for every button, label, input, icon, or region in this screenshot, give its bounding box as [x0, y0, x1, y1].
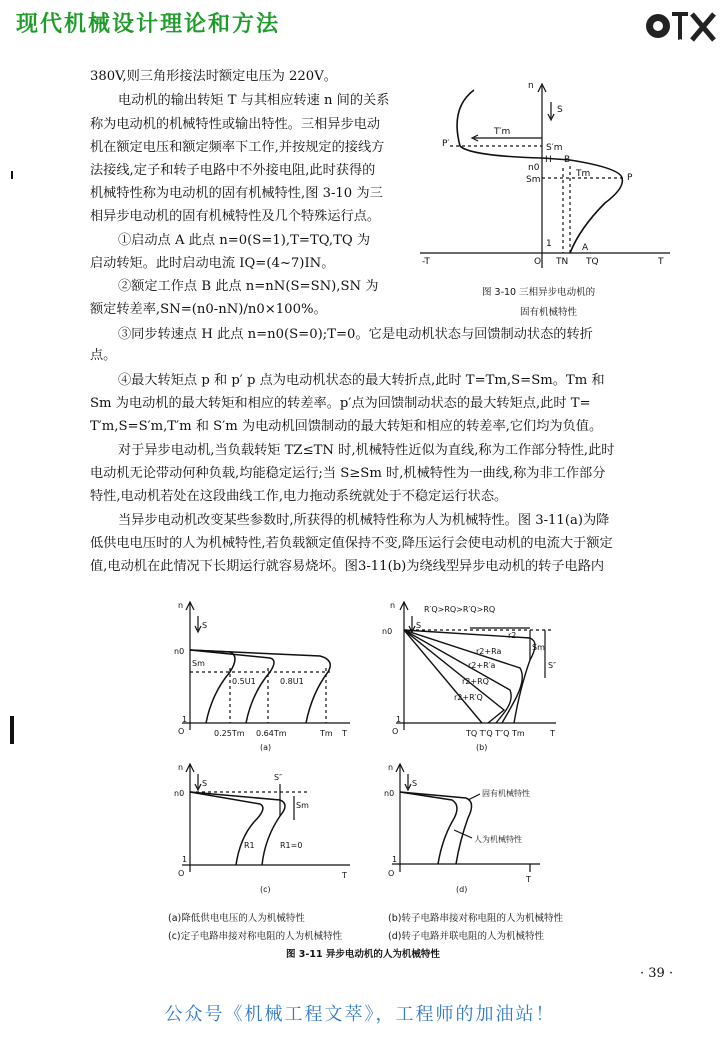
subfigure-label: (d) [456, 885, 468, 894]
curve-label: r2+Ra [476, 647, 502, 656]
axis-label: 1 [396, 715, 402, 724]
axis-label: n0 [174, 789, 185, 798]
axis-label: 1 [182, 855, 188, 864]
axis-label: Sm [192, 659, 205, 668]
axis-label: O [534, 257, 542, 267]
subfigure-label: (c) [260, 885, 271, 894]
text-line: 启动转矩。此时启动电流 IQ=(4~7)IN。 [90, 256, 335, 271]
axis-label: n [178, 601, 184, 610]
book-title: 现代机械设计理论和方法 [16, 12, 281, 37]
tick-label: Tm [320, 729, 333, 738]
text-line: T′m,S=S′m,T′m 和 S′m 为电动机回馈制动的最大转矩和相应的转差率,它们均为负值。 [90, 419, 603, 434]
curve-label: S′m [546, 143, 563, 153]
figure-legend: (c)定子电路串接对称电阻的人为机械特性 [168, 931, 343, 942]
axis-label: TN [556, 257, 569, 267]
axis-label: O [388, 869, 395, 878]
figure-3-10 [420, 78, 690, 318]
figure-3-11-a [170, 598, 370, 758]
curve-label: 固有机械特性 [482, 789, 530, 798]
text-line: 值,电动机在此情况下长期运行就容易烧坏。图3-11(b)为绕线型异步电动机的转子电路内 [90, 559, 605, 574]
text-line: 点。 [90, 348, 117, 363]
axis-label: Sm [296, 801, 309, 810]
curve-label: R1 [244, 841, 255, 850]
axis-label: S″ [274, 773, 283, 782]
point-label: H [545, 155, 552, 165]
curve-label: 人为机械特性 [474, 835, 522, 844]
curve-label: n0 [528, 163, 540, 173]
text-line: ②额定工作点 B 此点 n=nN(S=SN),SN 为 [118, 279, 379, 294]
curve-label: R1=0 [280, 841, 303, 850]
logo-lettering: OTX [674, 39, 686, 44]
axis-label: S [202, 779, 208, 788]
axis-label: 1 [182, 715, 188, 724]
text-line: 当异步电动机改变某些参数时,所获得的机械特性称为人为机械特性。图 3-11(a)为降 [118, 513, 610, 528]
figure-legend: (a)降低供电电压的人为机械特性 [168, 913, 305, 924]
curve-label: r2+RQ [462, 677, 489, 686]
curve-label: Tm [576, 169, 591, 179]
text-line: 相异步电动机的固有机械特性及几个特殊运行点。 [90, 209, 381, 224]
figure-legend: (d)转子电路并联电阻的人为机械特性 [388, 931, 544, 942]
text-line: 电动机无论带动何种负载,均能稳定运行;当 S≥Sm 时,机械特性为一曲线,称为非工作部分 [90, 466, 606, 481]
figure-3-11-c [170, 760, 370, 900]
axis-label: T [342, 729, 347, 738]
curve-label: T′m [494, 127, 511, 137]
axis-label: O [392, 727, 399, 736]
axis-label: T [526, 875, 531, 884]
tick-label: 0.64Tm [256, 729, 287, 738]
axis-label: -T [422, 257, 430, 267]
text-line: 对于异步电动机,当负载转矩 TZ≤TN 时,机械特性近似为直线,称为工作部分特性,此时 [118, 443, 615, 458]
axis-label: n0 [174, 647, 185, 656]
axis-label: T [342, 871, 347, 880]
subfigure-label: (b) [476, 743, 488, 752]
text-line: 380V,则三角形接法时额定电压为 220V。 [90, 69, 337, 84]
axis-label: 1 [392, 855, 398, 864]
text-line: 电动机的输出转矩 T 与其相应转速 n 间的关系 [118, 93, 390, 108]
figure-legend: (b)转子电路串接对称电阻的人为机械特性 [388, 913, 563, 924]
point-label: A [582, 243, 589, 253]
axis-label: O [178, 869, 185, 878]
figure-caption: 图 3-10 三相异步电动机的 [482, 287, 596, 298]
tick-label: TQ T′Q T″Q Tm [466, 729, 525, 738]
axis-label: TQ [586, 257, 599, 267]
text-line: 额定转差率,SN=(n0-nN)/n0×100%。 [90, 302, 327, 317]
point-label: P′ [442, 139, 450, 149]
page-number: · 39 · [640, 966, 674, 981]
subfigure-label: (a) [260, 743, 272, 752]
curve-label: 0.8U1 [280, 677, 304, 686]
text-line: 法接线,定子和转子电路中不外接电阻,此时获得的 [90, 163, 376, 178]
axis-label: S [412, 779, 418, 788]
axis-label: T [658, 257, 664, 267]
publisher-logo [644, 4, 716, 44]
axis-label: S [202, 621, 208, 630]
axis-label: S [416, 621, 422, 630]
axis-label: n0 [384, 789, 395, 798]
curve-label: 0.5U1 [232, 677, 256, 686]
margin-mark [10, 716, 14, 744]
axis-label: S [557, 105, 563, 115]
text-line: ④最大转矩点 p 和 p′ p 点为电动机状态的最大转折点,此时 T=Tm,S=Sm。Tm 和 [118, 373, 605, 388]
curve-label: r2 [508, 631, 517, 640]
text-line: 机械特性称为电动机的固有机械特性,图 3-10 为三 [90, 186, 383, 201]
text-line: 特性,电动机若处在这段曲线工作,电力拖动系统就处于不稳定运行状态。 [90, 489, 508, 504]
axis-label: n [390, 601, 396, 610]
axis-label: n [388, 763, 394, 772]
curve-label: Sm [526, 175, 541, 185]
axis-label: O [178, 727, 185, 736]
axis-label: n0 [382, 627, 393, 636]
point-label: P [627, 173, 633, 183]
axis-label: n [178, 763, 184, 772]
text-line: ①启动点 A 此点 n=0(S=1),T=TQ,TQ 为 [118, 233, 371, 248]
figure-caption: 图 3-11 异步电动机的人为机械特性 [286, 949, 440, 960]
page-header [0, 0, 720, 46]
text-line: 称为电动机的机械特性或输出特性。三相异步电动 [90, 117, 381, 132]
curve-label: r2+R′Q [454, 693, 483, 702]
text-line: 低供电电压时的人为机械特性,若负载额定值保持不变,降压运行会使电动机的电流大于额定 [90, 536, 613, 551]
axis-label: Sm [532, 643, 545, 652]
relation-label: R′Q>RQ>R′Q>RQ [424, 605, 496, 614]
tick-label: 0.25Tm [214, 729, 245, 738]
axis-label: T [550, 729, 555, 738]
axis-label: 1 [546, 239, 552, 249]
figure-3-11-b [380, 598, 580, 758]
text-line: 机在额定电压和额定频率下工作,并按规定的接线方 [90, 140, 385, 155]
point-label: B [564, 155, 571, 165]
axis-label: S″ [548, 661, 557, 670]
text-line: Sm 为电动机的最大转矩和相应的转差率。p′点为回馈制动状态的最大转矩点,此时 T= [90, 396, 591, 411]
curve-label: r2+R′a [468, 661, 496, 670]
axis-label: n [528, 81, 534, 91]
figure-caption: 固有机械特性 [520, 307, 578, 318]
text-line: ③同步转速点 H 此点 n=n0(S=0);T=0。它是电动机状态与回馈制动状态的转折 [118, 327, 593, 342]
margin-mark [11, 171, 13, 179]
footer-promo: 公众号《机械工程文萃》，工程师的加油站！ [164, 1004, 556, 1025]
figure-3-11-d [380, 760, 580, 900]
